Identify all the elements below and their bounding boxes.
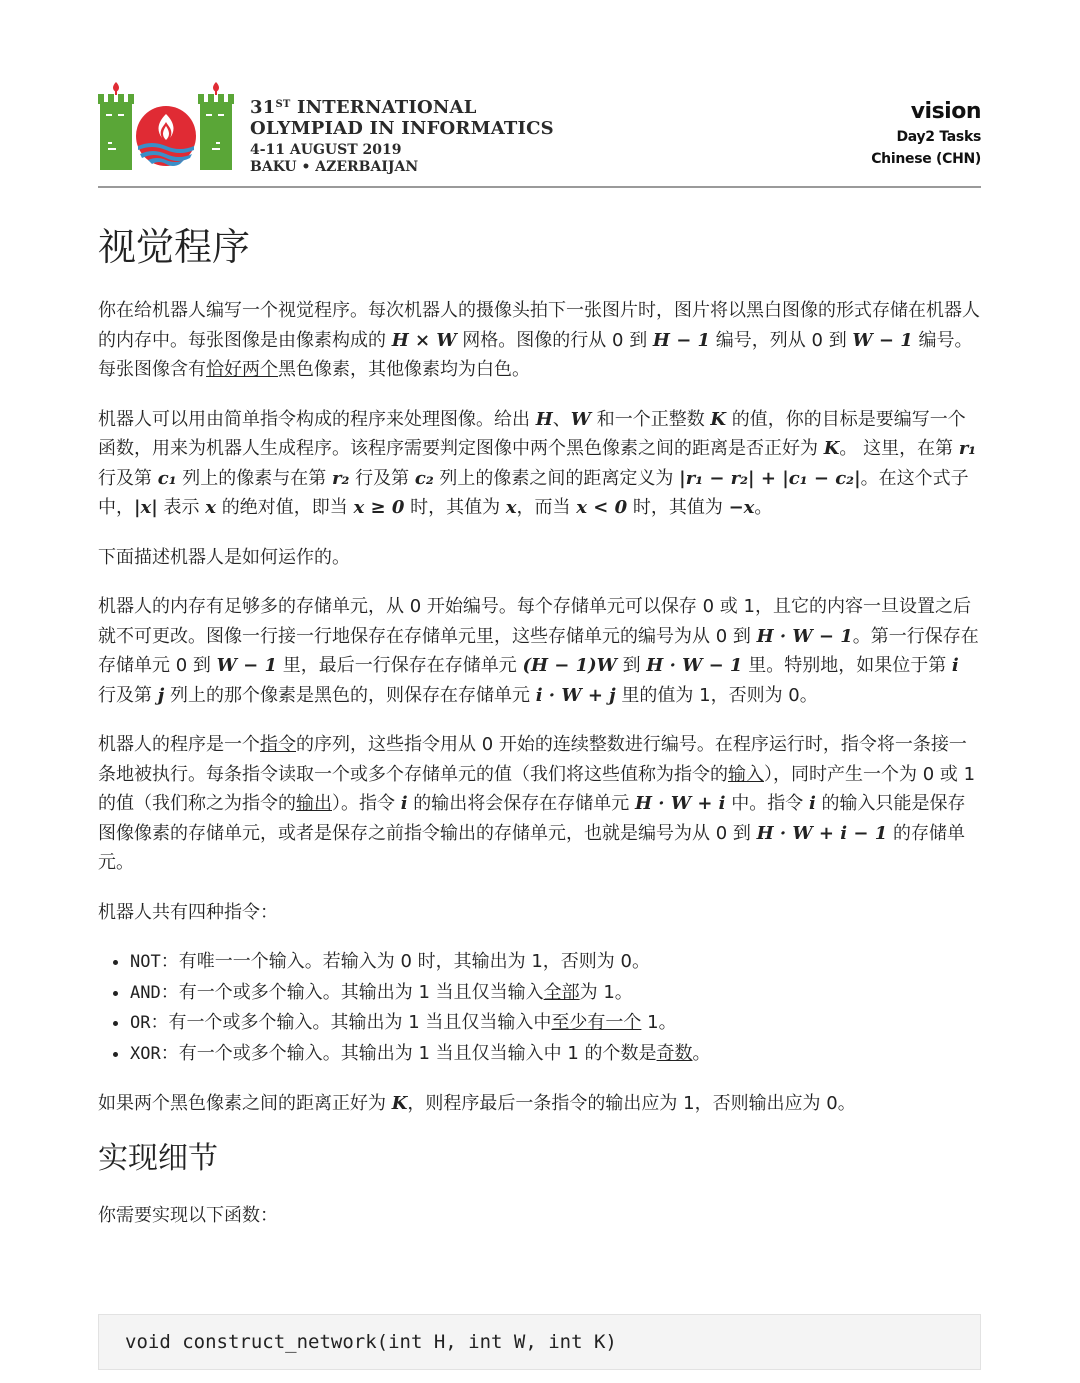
code-block [98, 1314, 981, 1370]
header [98, 80, 981, 188]
event-line-1: 31ST INTERNATIONAL [250, 97, 477, 118]
task-day: Day2 Tasks [896, 129, 981, 145]
list-item-or: • OR：有一个或多个输入。其输出为 1 当且仅当输入中至少有一个 1。 [130, 1008, 981, 1039]
task-name: vision [910, 99, 981, 124]
document-body [98, 296, 981, 1250]
list-item-not: • NOT：有唯一一个输入。若输入为 0 时，其输出为 1，否则为 0。 [130, 947, 981, 978]
paragraph-goal: 机器人可以用由简单指令构成的程序来处理图像。给出 H、W 和一个正整数 K 的值，你的目标是要编写一个函数，用来为机器人生成程序。该程序需要判定图像中两个黑色像素之间的距离是否正好为 K。 这里，在第 r₁ 行及第 c₁ 列上的像素与在第 r₂ 行及第 c₂ 列上的像素之间的距离定义为 |r₁ − r₂| + |c₁ − c₂|。在这个式子中，|x| 表示 x 的绝对值，即当 x ≥ 0 时，其值为 x，而当 x < 0 时，其值为 −x。 [98, 408, 977, 518]
ioi-2019-logo [98, 80, 234, 172]
list-item-xor: • XOR：有一个或多个输入。其输出为 1 当且仅当输入中 1 的个数是奇数。 [130, 1039, 981, 1070]
event-title [250, 94, 554, 176]
event-dates: 4-11 AUGUST 2019 [250, 142, 402, 158]
section-title-implementation: 实现细节 [98, 1140, 218, 1176]
instruction-list [98, 947, 981, 1069]
paragraph-implement: 你需要实现以下函数： [98, 1204, 278, 1226]
header-divider [98, 186, 981, 188]
event-line-2: OLYMPIAD IN INFORMATICS [250, 118, 554, 139]
paragraph-intro: 你在给机器人编写一个视觉程序。每次机器人的摄像头拍下一张图片时，图片将以黑白图像的形式存储在机器人的内存中。每张图像是由像素构成的 H × W 网格。图像的行从 0 到 H − 1 编号，列从 0 到 W − 1 编号。每张图像含有恰好两个黑色像素，其他像素均为白色。 [98, 300, 980, 380]
paragraph-memory: 机器人的内存有足够多的存储单元，从 0 开始编号。每个存储单元可以保存 0 或 1，且它的内容一旦设置之后就不可更改。图像一行接一行地保存在存储单元里，这些存储单元的编号为从 0 到 H · W − 1。第一行保存在存储单元 0 到 W − 1 里，最后一行保存在存储单元 (H − 1)W 到 H · W − 1 里。特别地，如果位于第 i 行及第 j 列上的那个像素是黑色的，则保存在存储单元 i · W + j 里的值为 1，否则为 0。 [98, 596, 979, 706]
task-info [871, 98, 981, 170]
paragraph-output-rule: 如果两个黑色像素之间的距离正好为 K，则程序最后一条指令的输出应为 1，否则输出应为 0。 [98, 1093, 856, 1114]
list-item-and: • AND：有一个或多个输入。其输出为 1 当且仅当输入全部为 1。 [130, 978, 981, 1009]
paragraph-program: 机器人的程序是一个指令的序列，这些指令用从 0 开始的连续整数进行编号。在程序运行时，指令将一条接一条地被执行。每条指令读取一个或多个存储单元的值（我们将这些值称为指令的输入），同时产生一个为 0 或 1 的值（我们称之为指令的输出）。指令 i 的输出将会保存在存储单元 H · W + i 中。指令 i 的输入只能是保存图像像素的存储单元，或者是保存之前指令输出的存储单元，也就是编号为从 0 到 H · W + i − 1 的存储单元。 [98, 734, 976, 873]
event-location: BAKU • AZERBAIJAN [250, 159, 419, 175]
page-title: 视觉程序 [98, 225, 251, 269]
function-signature: void construct_network(int H, int W, int K) [125, 1331, 617, 1353]
task-language: Chinese (CHN) [871, 151, 981, 167]
paragraph-instruction-types: 机器人共有四种指令： [98, 901, 278, 923]
paragraph-how-it-works: 下面描述机器人是如何运作的。 [98, 546, 350, 568]
